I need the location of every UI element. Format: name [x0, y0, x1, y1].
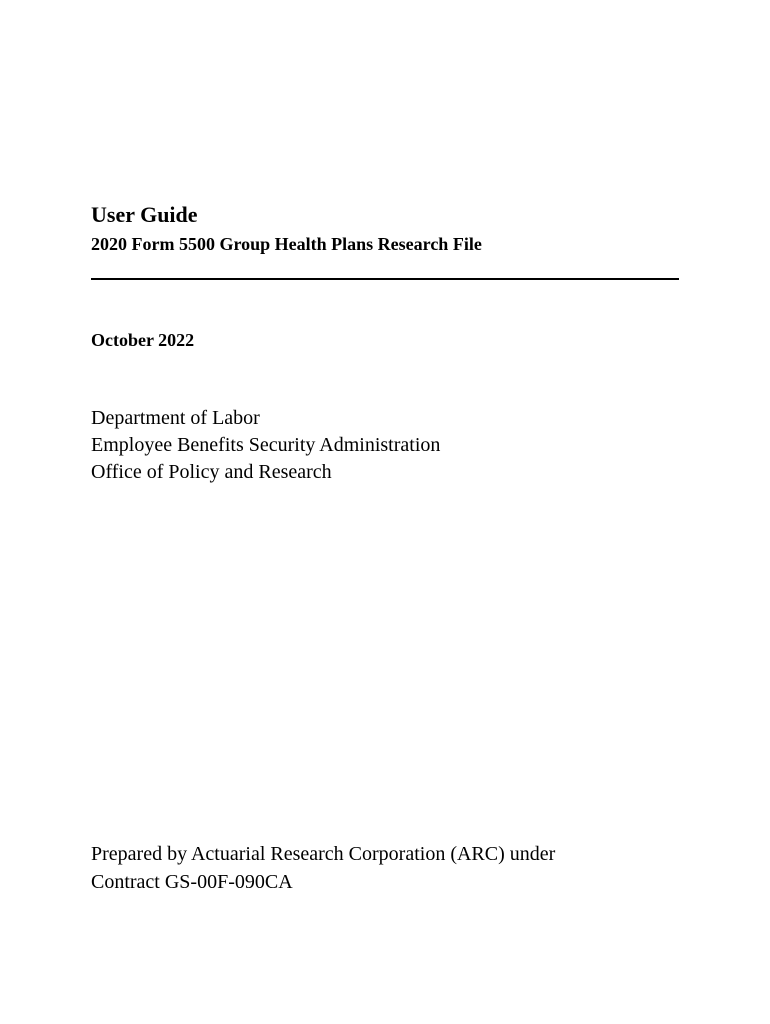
organization-block	[91, 405, 440, 486]
contract-line: Contract GS-00F-090CA	[91, 871, 293, 893]
organization-department: Department of Labor	[91, 407, 260, 429]
organization-agency: Employee Benefits Security Administration	[91, 434, 441, 456]
prepared-by-block	[91, 840, 555, 896]
title-divider	[91, 278, 679, 280]
publication-date: October 2022	[91, 330, 195, 350]
document-subtitle: 2020 Form 5500 Group Health Plans Research File	[91, 234, 482, 254]
document-title: User Guide	[91, 202, 198, 227]
organization-office: Office of Policy and Research	[91, 461, 332, 483]
prepared-by-line: Prepared by Actuarial Research Corporation (ARC) under	[91, 843, 556, 865]
